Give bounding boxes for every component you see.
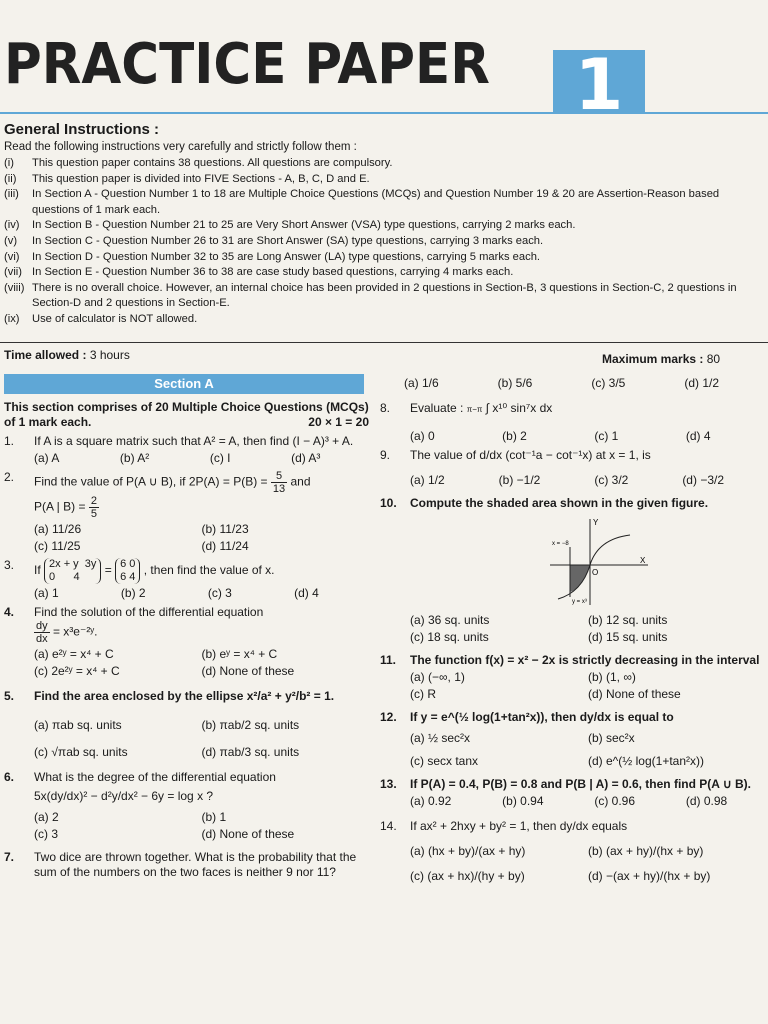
instruction-item: (iii) In Section A - Question Number 1 to 18 are Multiple Choice Questions (MCQs) and Question Number 19 & 20 are Assertion-Reason based questions of 1 mark each. xyxy=(4,188,720,216)
answer-option: (a) (hx + by)/(ax + hy) xyxy=(410,844,526,858)
answer-option: (c) 3 xyxy=(207,586,232,600)
question-9: 9. The value of d/dx (cot⁻¹a − cot⁻¹x) at x = 1, is (a) 1/2 (b) −1/2 (c) 3/2 (d) −3/2 xyxy=(380,448,766,488)
instruction-item: (vi) In Section D - Question Number 32 to 35 are Long Answer (LA) type questions, carrying 5 marks each. xyxy=(4,250,541,263)
answer-option: (b) 5/6 xyxy=(497,376,533,390)
answer-option: (c) 3 xyxy=(34,827,58,841)
instruction-item: (i) This question paper contains 38 questions. All questions are compulsory. xyxy=(4,157,393,169)
question-8: 8. Evaluate : π−π ∫ x¹⁰ sin⁷x dx (a) 0 (b) 2 (c) 1 (d) 4 xyxy=(380,401,766,444)
answer-option: (b) 0.94 xyxy=(502,794,544,808)
right-column xyxy=(380,374,766,884)
answer-option: (c) 3/2 xyxy=(594,473,629,487)
question-4: 4. Find the solution of the differential equation $\frac{dy}{dx}$ = x³e⁻²ʸ. (a) e²ʸ = x⁴ + C (b) eʸ = x⁴ + C (c) 2e²ʸ = x⁴ + C (d) None of these xyxy=(4,605,369,679)
answer-option: (d) None of these xyxy=(201,827,295,841)
answer-option: (c) 3/5 xyxy=(591,376,626,390)
question-11: 11. The function f(x) = x² − 2x is strictly decreasing in the interval (a) (−∞, 1) (b) (1, ∞) (c) R (d) None of these xyxy=(380,653,766,702)
answer-option: (b) 2 xyxy=(502,429,527,443)
question-3: 3. If 2x + y 3y 0 4 = 6 0 6 4 , then find the value of x. (a) 1 (b) 2 (c) 3 (d) 4 xyxy=(4,558,369,601)
question-6: 6. What is the degree of the differential equation 5x(dy/dx)² − d²y/dx² − 6y = log x ? (a) 2 (b) 1 (c) 3 (d) None of these xyxy=(4,770,369,842)
answer-option: (a) πab sq. units xyxy=(34,718,122,732)
answer-option: (d) None of these xyxy=(588,687,681,701)
answer-option: (c) 2e²ʸ = x⁴ + C xyxy=(34,664,120,678)
answer-option: (a) (−∞, 1) xyxy=(410,670,465,684)
answer-option: (c) (ax + hx)/(hy + by) xyxy=(410,869,525,883)
answer-option: (a) 0 xyxy=(410,429,435,443)
time-allowed: Time allowed : 3 hours xyxy=(4,348,130,362)
answer-option: (d) 11/24 xyxy=(201,539,249,553)
question-2: 2. Find the value of P(A ∪ B), if 2P(A) = P(B) = $\frac{5}{13}$ and P(A | B) = $\frac{2}{5}$ (a) 11/26 (b) 11/23 (c) 11/25 (d) 11/24 xyxy=(4,470,369,554)
answer-option: (b) (ax + hy)/(hx + by) xyxy=(588,844,704,858)
answer-option: (d) πab/3 sq. units xyxy=(201,745,300,759)
matrix-2: 6 0 6 4 xyxy=(115,558,140,584)
answer-option: (a) 1 xyxy=(34,586,59,600)
section-a-bar: Section A xyxy=(4,374,364,394)
paper-number-badge: 1 xyxy=(553,50,645,114)
answer-option: (a) 36 sq. units xyxy=(410,613,490,627)
answer-option: (b) A² xyxy=(119,451,150,465)
instructions-divider xyxy=(0,342,768,343)
answer-option: (a) 0.92 xyxy=(410,794,452,808)
svg-text:x = −8: x = −8 xyxy=(552,541,569,547)
answer-option: (b) sec²x xyxy=(588,731,635,745)
answer-option: (d) A³ xyxy=(291,451,321,465)
answer-option: (b) 11/23 xyxy=(201,522,249,536)
answer-option: (c) secx tanx xyxy=(410,754,479,768)
instruction-item: (ix) Use of calculator is NOT allowed. xyxy=(4,312,198,325)
question-12: 12. If y = e^(½ log(1+tan²x)), then dy/dx is equal to (a) ½ sec²x (b) sec²x (c) secx tanx (d) e^(½ log(1+tan²x)) xyxy=(380,710,766,769)
answer-option: (a) A xyxy=(34,451,60,465)
header-divider-right xyxy=(645,112,768,114)
answer-option: (b) πab/2 sq. units xyxy=(201,718,300,732)
instruction-item: (ii) This question paper is divided into FIVE Sections - A, B, C, D and E. xyxy=(4,172,370,185)
answer-option: (d) 15 sq. units xyxy=(588,630,668,644)
header-divider xyxy=(0,112,560,114)
answer-option: (d) 1/2 xyxy=(684,376,720,390)
answer-option: (c) 1 xyxy=(594,429,619,443)
answer-option: (a) 1/2 xyxy=(410,473,445,487)
answer-option: (a) ½ sec²x xyxy=(410,731,471,745)
answer-option: (d) 4 xyxy=(685,429,711,443)
instructions-list xyxy=(4,156,764,328)
answer-option: (a) e²ʸ = x⁴ + C xyxy=(34,647,114,661)
question-7: 7. Two dice are thrown together. What is the probability that the sum of the numbers on the two faces is neither 9 nor 11? xyxy=(4,850,357,879)
answer-option: (c) 0.96 xyxy=(594,794,636,808)
answer-option: (b) 12 sq. units xyxy=(588,613,668,627)
question-10: 10. Compute the shaded area shown in the given figure. Y X O x = −8 y = x³ (a) 36 sq. units (b) 12 sq. units (c) 18 sq. units (d) 15 sq. units xyxy=(380,496,766,645)
page-title: PRACTICE PAPER xyxy=(4,32,490,97)
answer-option: (a) 2 xyxy=(34,810,59,824)
instruction-item: (iv) In Section B - Question Number 21 to 25 are Very Short Answer (VSA) type questions, carrying 2 marks each. xyxy=(4,219,576,232)
answer-option: (c) 11/25 xyxy=(34,539,81,553)
left-column xyxy=(4,374,369,880)
answer-option: (d) −3/2 xyxy=(682,473,725,487)
answer-option: (a) 1/6 xyxy=(404,376,439,390)
section-desc: This section comprises of 20 Multiple Choice Questions (MCQs) of 1 mark each. 20 × 1 = 20 xyxy=(4,400,369,429)
answer-option: (a) 11/26 xyxy=(34,522,82,536)
svg-text:Y: Y xyxy=(593,518,599,527)
shaded-area-graph xyxy=(530,517,650,607)
instruction-item: (vii) In Section E - Question Number 36 to 38 are case study based questions, carrying 4 marks each. xyxy=(4,266,514,279)
question-13: 13. If P(A) = 0.4, P(B) = 0.8 and P(B | A) = 0.6, then find P(A ∪ B). (a) 0.92 (b) 0.94 (c) 0.96 (d) 0.98 xyxy=(380,777,766,809)
instruction-item: (v) In Section C - Question Number 26 to 31 are Short Answer (SA) type questions, carrying 3 marks each. xyxy=(4,234,544,247)
question-1: 1. If A is a square matrix such that A² = A, then find (I − A)³ + A. (a) A (b) A² (c) I (d) A³ xyxy=(4,434,369,466)
answer-option: (b) 2 xyxy=(120,586,146,600)
answer-option: (d) e^(½ log(1+tan²x)) xyxy=(588,754,705,768)
instructions-heading: General Instructions : xyxy=(4,121,160,138)
svg-text:O: O xyxy=(592,568,599,577)
svg-text:y = x³: y = x³ xyxy=(572,599,587,605)
answer-option: (b) 1 xyxy=(201,810,227,824)
answer-option: (b) (1, ∞) xyxy=(588,670,636,684)
answer-option: (c) I xyxy=(209,451,231,465)
question-14: 14. If ax² + 2hxy + by² = 1, then dy/dx equals (a) (hx + by)/(ax + hy) (b) (ax + hy)/(hx + by) (c) (ax + hx)/(hy + by) (d) −(ax + hy)/(hx + by) xyxy=(380,819,766,884)
question-5: 5. Find the area enclosed by the ellipse x²/a² + y²/b² = 1. (a) πab sq. units (b) πab/2 sq. units (c) √πab sq. units (d) πab/3 sq. units xyxy=(4,689,369,760)
matrix-1: 2x + y 3y 0 4 xyxy=(44,558,101,584)
instruction-item: (viii) There is no overall choice. However, an internal choice has been provided in 2 questions in Section-B, 3 questions in Section-C, 2 questions in Section-D and 2 questions in Section-E. xyxy=(4,281,737,310)
answer-option: (c) 18 sq. units xyxy=(410,630,489,644)
page-header xyxy=(0,0,768,126)
answer-option: (d) −(ax + hy)/(hx + by) xyxy=(588,869,711,883)
answer-option: (b) −1/2 xyxy=(498,473,541,487)
maximum-marks: Maximum marks : 80 xyxy=(602,352,721,366)
instructions-intro: Read the following instructions very carefully and strictly follow them : xyxy=(4,141,357,153)
svg-text:X: X xyxy=(640,556,646,565)
answer-option: (b) eʸ = x⁴ + C xyxy=(201,647,278,661)
answer-option: (d) None of these xyxy=(201,664,295,678)
answer-option: (c) √πab sq. units xyxy=(34,745,128,759)
answer-option: (d) 4 xyxy=(294,586,319,600)
answer-option: (c) R xyxy=(410,687,436,701)
answer-option: (d) 0.98 xyxy=(685,794,728,808)
